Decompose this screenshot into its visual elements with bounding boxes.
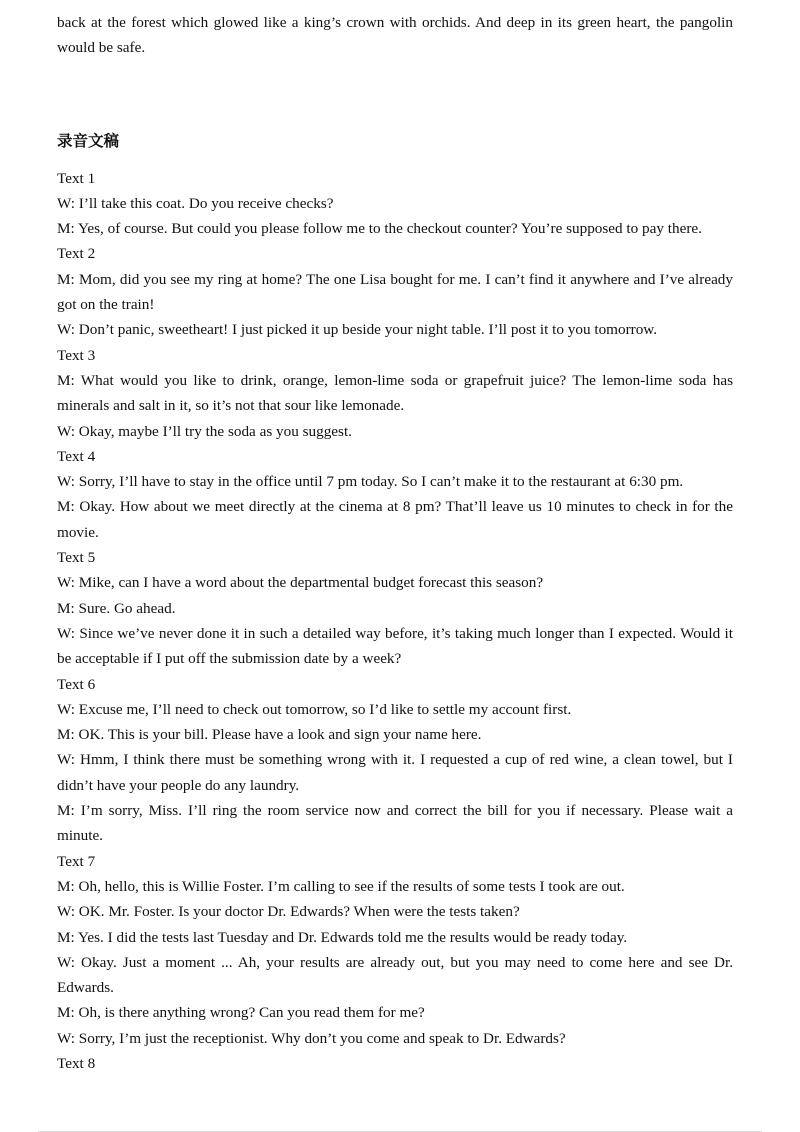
transcript-line: Text 2 bbox=[57, 245, 96, 263]
transcript-line: W: Sorry, I’m just the receptionist. Why don’t you come and speak to Dr. Edwards? bbox=[57, 1029, 566, 1047]
transcript-line: Text 4 bbox=[57, 447, 96, 465]
section-title: 录音文稿 bbox=[57, 131, 120, 150]
intro-paragraph: back at the forest which glowed like a king’s crown with orchids. And deep in its green heart, the pangolin would be safe. bbox=[57, 14, 733, 57]
transcript-line: M: Mom, did you see my ring at home? The one Lisa bought for me. I can’t find it anywhere and I’ve already got on the train! bbox=[57, 270, 733, 314]
document-page bbox=[57, 10, 733, 1076]
transcript-line: Text 6 bbox=[57, 675, 96, 693]
transcript-line: W: Okay, maybe I’ll try the soda as you suggest. bbox=[57, 422, 352, 440]
transcript bbox=[57, 166, 733, 1077]
transcript-line: W: Don’t panic, sweetheart! I just picked it up beside your night table. I’ll post it to you tomorrow. bbox=[57, 321, 658, 339]
transcript-line: M: Yes. I did the tests last Tuesday and Dr. Edwards told me the results would be ready today. bbox=[57, 928, 628, 946]
transcript-line: Text 1 bbox=[57, 169, 96, 187]
transcript-line: Text 7 bbox=[57, 852, 96, 870]
transcript-line: M: Okay. How about we meet directly at the cinema at 8 pm? That’ll leave us 10 minutes to check in for the movie. bbox=[57, 498, 733, 541]
transcript-line: M: Sure. Go ahead. bbox=[57, 599, 176, 617]
transcript-line: M: OK. This is your bill. Please have a look and sign your name here. bbox=[57, 726, 482, 744]
transcript-line: W: Mike, can I have a word about the departmental budget forecast this season? bbox=[57, 574, 544, 592]
transcript-line: W: I’ll take this coat. Do you receive checks? bbox=[57, 194, 334, 212]
transcript-line: W: Excuse me, I’ll need to check out tomorrow, so I’d like to settle my account first. bbox=[57, 700, 572, 718]
transcript-line: W: OK. Mr. Foster. Is your doctor Dr. Edwards? When were the tests taken? bbox=[57, 903, 520, 921]
transcript-line: M: I’m sorry, Miss. I’ll ring the room service now and correct the bill for you if necessary. Please wait a minute. bbox=[57, 802, 733, 845]
transcript-line: Text 3 bbox=[57, 346, 96, 364]
transcript-line: M: Oh, hello, this is Willie Foster. I’m calling to see if the results of some tests I took are out. bbox=[57, 877, 625, 895]
transcript-line: W: Since we’ve never done it in such a detailed way before, it’s taking much longer than I expected. Would it be acceptable if I put off the submission date by a week? bbox=[57, 624, 733, 668]
transcript-line: W: Sorry, I’ll have to stay in the office until 7 pm today. So I can’t make it to the restaurant at 6:30 pm. bbox=[57, 473, 684, 491]
transcript-line: M: What would you like to drink, orange, lemon-lime soda or grapefruit juice? The lemon-lime soda has minerals and salt in it, so it’s not that sour like lemonade. bbox=[57, 371, 733, 415]
transcript-line: Text 5 bbox=[57, 549, 96, 567]
transcript-line: M: Oh, is there anything wrong? Can you read them for me? bbox=[57, 1004, 425, 1022]
transcript-line: W: Hmm, I think there must be something wrong with it. I requested a cup of red wine, a clean towel, but I didn’t have your people do any laundry. bbox=[57, 751, 733, 794]
transcript-line: W: Okay. Just a moment ... Ah, your results are already out, but you may need to come here and see Dr. Edwards. bbox=[57, 953, 733, 997]
transcript-line: Text 8 bbox=[57, 1054, 96, 1072]
transcript-line: M: Yes, of course. But could you please follow me to the checkout counter? You’re supposed to pay there. bbox=[57, 220, 702, 238]
